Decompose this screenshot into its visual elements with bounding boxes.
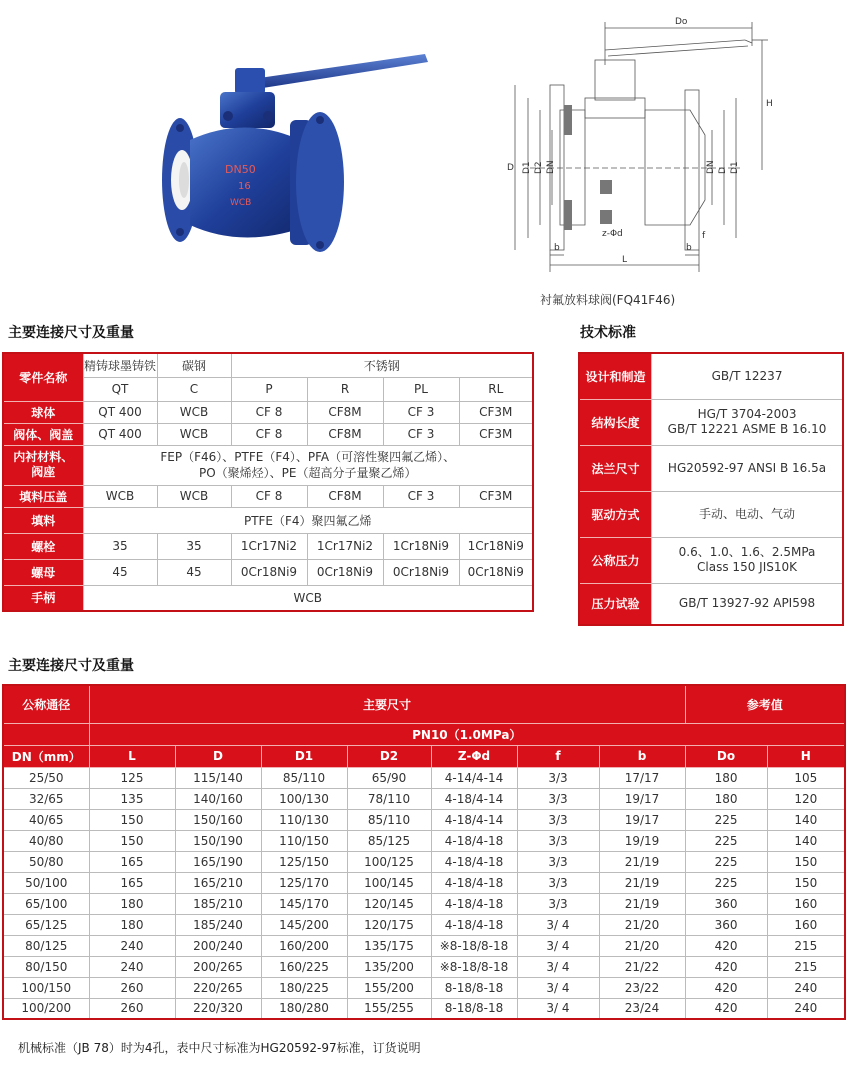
cell: WCB — [83, 585, 533, 611]
tech-row — [579, 399, 843, 445]
table-cell: 40/80 — [3, 830, 89, 851]
row-label: 填料压盖 — [3, 485, 83, 507]
tech-row — [579, 537, 843, 583]
table-cell: 225 — [685, 830, 767, 851]
header-main: 主要尺寸 — [89, 685, 685, 723]
lining-cell — [83, 445, 533, 485]
table-cell: 100/145 — [347, 872, 431, 893]
row-label: 螺栓 — [3, 533, 83, 559]
table-cell: 3/3 — [517, 893, 599, 914]
code-cell: RL — [459, 377, 533, 401]
dim-d1-right: D1 — [730, 161, 740, 174]
table-row — [3, 893, 845, 914]
table-cell: 150/160 — [175, 809, 261, 830]
table-cell: 19/19 — [599, 830, 685, 851]
dim-f: f — [702, 231, 706, 241]
table-cell: 65/125 — [3, 914, 89, 935]
code-cell: P — [231, 377, 307, 401]
cell: CF3M — [459, 485, 533, 507]
dims-title: 主要连接尺寸及重量 — [8, 658, 134, 674]
table-cell: 165/210 — [175, 872, 261, 893]
table-cell: 240 — [89, 956, 175, 977]
parts-table — [2, 352, 534, 612]
column-header-row — [3, 745, 845, 767]
row-label: 球体 — [3, 401, 83, 423]
parts-row-body — [3, 423, 533, 445]
table-cell: 100/125 — [347, 851, 431, 872]
lining-label-1: 内衬材料、 — [13, 450, 74, 464]
footnote: 机械标准（JB 78）时为4孔，表中尺寸标准为HG20592-97标准，订货说明 — [18, 1041, 421, 1055]
table-cell: 180/225 — [261, 977, 347, 998]
lining-line-1: FEP（F46）、PTFE（F4）、PFA（可溶性聚四氟乙烯）、 — [160, 450, 456, 464]
table-cell: 180/280 — [261, 998, 347, 1019]
table-cell: 225 — [685, 872, 767, 893]
header-blank — [3, 723, 89, 745]
table-cell: 150 — [767, 851, 845, 872]
table-cell: 140 — [767, 809, 845, 830]
table-cell: 150/190 — [175, 830, 261, 851]
code-cell: QT — [83, 377, 157, 401]
table-cell: 21/20 — [599, 935, 685, 956]
table-cell: 4-18/4-18 — [431, 914, 517, 935]
cell: 1Cr18Ni9 — [383, 533, 459, 559]
parts-header-label: 零件名称 — [3, 353, 83, 401]
table-cell: 8-18/8-18 — [431, 977, 517, 998]
row-label — [3, 445, 83, 485]
cell: CF 3 — [383, 401, 459, 423]
table-cell: 360 — [685, 893, 767, 914]
cell: 35 — [83, 533, 157, 559]
table-cell: 220/265 — [175, 977, 261, 998]
table-cell: 85/125 — [347, 830, 431, 851]
table-cell: 105 — [767, 767, 845, 788]
table-cell: 3/ 4 — [517, 998, 599, 1019]
table-cell: 78/110 — [347, 788, 431, 809]
row-label: 填料 — [3, 507, 83, 533]
column-header: Z-Φd — [431, 745, 517, 767]
table-cell: ※8-18/8-18 — [431, 935, 517, 956]
table-cell: 3/3 — [517, 809, 599, 830]
table-cell: 155/255 — [347, 998, 431, 1019]
table-row — [3, 830, 845, 851]
table-cell: 4-14/4-14 — [431, 767, 517, 788]
table-cell: 21/20 — [599, 914, 685, 935]
table-cell: 145/170 — [261, 893, 347, 914]
tech-label: 结构长度 — [579, 399, 652, 445]
parts-title: 主要连接尺寸及重量 — [8, 325, 134, 341]
cell: PTFE（F4）聚四氟乙烯 — [83, 507, 533, 533]
table-cell: 160/225 — [261, 956, 347, 977]
table-row — [3, 977, 845, 998]
table-cell: 4-18/4-14 — [431, 809, 517, 830]
code-cell: PL — [383, 377, 459, 401]
cell: CF8M — [307, 485, 383, 507]
body-text-pn: 16 — [238, 181, 251, 192]
table-cell: 4-18/4-18 — [431, 893, 517, 914]
table-cell: 165/190 — [175, 851, 261, 872]
table-cell: 125 — [89, 767, 175, 788]
cell: CF 8 — [231, 423, 307, 445]
table-cell: 21/19 — [599, 893, 685, 914]
table-cell: 125/150 — [261, 851, 347, 872]
column-header: L — [89, 745, 175, 767]
dim-d2-left: D2 — [534, 161, 544, 174]
dim-h: H — [766, 99, 773, 109]
table-cell: 110/130 — [261, 809, 347, 830]
table-cell: 165 — [89, 872, 175, 893]
tech-row — [579, 353, 843, 399]
table-cell: 150 — [767, 872, 845, 893]
lining-label-2: 阀座 — [31, 465, 56, 479]
table-cell: 215 — [767, 956, 845, 977]
valve-section-drawing — [490, 10, 790, 280]
parts-row-ball — [3, 401, 533, 423]
table-cell: 225 — [685, 809, 767, 830]
parts-header-stainless: 不锈钢 — [231, 353, 533, 377]
row-label: 螺母 — [3, 559, 83, 585]
tech-value: HG20592-97 ANSI B 16.5a — [652, 445, 843, 491]
table-cell: 135/200 — [347, 956, 431, 977]
table-cell: 115/140 — [175, 767, 261, 788]
table-cell: 140 — [767, 830, 845, 851]
table-cell: 23/22 — [599, 977, 685, 998]
table-cell: 125/170 — [261, 872, 347, 893]
body-text-mat: WCB — [230, 198, 252, 208]
table-cell: 3/3 — [517, 767, 599, 788]
table-cell: 135 — [89, 788, 175, 809]
code-cell: R — [307, 377, 383, 401]
table-cell: 100/200 — [3, 998, 89, 1019]
tech-row — [579, 491, 843, 537]
table-row — [3, 914, 845, 935]
dim-do: Do — [675, 17, 688, 27]
table-cell: 420 — [685, 998, 767, 1019]
cell: 1Cr18Ni9 — [459, 533, 533, 559]
column-header: DN（mm） — [3, 745, 89, 767]
tech-label: 公称压力 — [579, 537, 652, 583]
table-cell: 420 — [685, 956, 767, 977]
cell: CF 8 — [231, 401, 307, 423]
cell: 1Cr17Ni2 — [231, 533, 307, 559]
cell: CF 3 — [383, 485, 459, 507]
table-cell: 120 — [767, 788, 845, 809]
table-cell: 135/175 — [347, 935, 431, 956]
table-cell: ※8-18/8-18 — [431, 956, 517, 977]
drawing-caption: 衬氟放料球阀(FQ41F46) — [540, 293, 676, 307]
table-cell: 50/80 — [3, 851, 89, 872]
cell: 0Cr18Ni9 — [307, 559, 383, 585]
table-cell: 180 — [685, 788, 767, 809]
table-cell: 140/160 — [175, 788, 261, 809]
cell: CF8M — [307, 401, 383, 423]
table-cell: 17/17 — [599, 767, 685, 788]
table-cell: 185/210 — [175, 893, 261, 914]
table-cell: 80/125 — [3, 935, 89, 956]
table-cell: 85/110 — [347, 809, 431, 830]
column-header: D1 — [261, 745, 347, 767]
table-cell: 180 — [89, 914, 175, 935]
cell: 45 — [83, 559, 157, 585]
table-row — [3, 956, 845, 977]
table-cell: 180 — [89, 893, 175, 914]
table-cell: 110/150 — [261, 830, 347, 851]
dim-b-left: b — [554, 243, 560, 253]
body-text-dn: DN50 — [225, 163, 256, 176]
table-cell: 19/17 — [599, 809, 685, 830]
parts-row-lining — [3, 445, 533, 485]
tech-table — [578, 352, 844, 626]
table-cell: 65/90 — [347, 767, 431, 788]
table-cell: 23/24 — [599, 998, 685, 1019]
table-cell: 200/265 — [175, 956, 261, 977]
row-label: 手柄 — [3, 585, 83, 611]
column-header: Do — [685, 745, 767, 767]
dim-zd: z-Φd — [602, 229, 623, 239]
table-cell: 225 — [685, 851, 767, 872]
table-cell: 3/3 — [517, 830, 599, 851]
dim-b: b — [686, 243, 692, 253]
table-row — [3, 809, 845, 830]
table-cell: 240 — [767, 977, 845, 998]
table-row — [3, 767, 845, 788]
table-cell: 21/19 — [599, 851, 685, 872]
table-cell: 3/ 4 — [517, 956, 599, 977]
tech-label: 法兰尺寸 — [579, 445, 652, 491]
cell: CF3M — [459, 423, 533, 445]
table-row — [3, 872, 845, 893]
tech-label: 设计和制造 — [579, 353, 652, 399]
parts-row-packing — [3, 507, 533, 533]
table-cell: 40/65 — [3, 809, 89, 830]
header-pn: PN10（1.0MPa） — [89, 723, 845, 745]
table-row — [3, 935, 845, 956]
lining-line-2: PO（聚烯烃）、PE（超高分子量聚乙烯） — [199, 466, 417, 480]
cell: CF 8 — [231, 485, 307, 507]
table-cell: 180 — [685, 767, 767, 788]
table-row — [3, 788, 845, 809]
tech-title: 技术标准 — [580, 325, 636, 341]
tech-value: GB/T 12237 — [652, 353, 843, 399]
table-cell: 50/100 — [3, 872, 89, 893]
dimension-table — [2, 684, 846, 1020]
tech-label: 驱动方式 — [579, 491, 652, 537]
column-header: H — [767, 745, 845, 767]
table-cell: 4-18/4-14 — [431, 788, 517, 809]
header-nominal: 公称通径 — [3, 685, 89, 723]
table-cell: 8-18/8-18 — [431, 998, 517, 1019]
table-cell: 120/145 — [347, 893, 431, 914]
table-cell: 32/65 — [3, 788, 89, 809]
table-cell: 215 — [767, 935, 845, 956]
table-cell: 420 — [685, 977, 767, 998]
dim-d-left: D — [507, 163, 514, 173]
cell: 35 — [157, 533, 231, 559]
cell: WCB — [157, 401, 231, 423]
column-header: b — [599, 745, 685, 767]
table-cell: 100/150 — [3, 977, 89, 998]
code-cell: C — [157, 377, 231, 401]
parts-row-nut — [3, 559, 533, 585]
table-cell: 4-18/4-18 — [431, 851, 517, 872]
table-cell: 240 — [767, 998, 845, 1019]
table-row — [3, 851, 845, 872]
cell: CF8M — [307, 423, 383, 445]
table-cell: 150 — [89, 830, 175, 851]
table-cell: 3/3 — [517, 872, 599, 893]
table-cell: 200/240 — [175, 935, 261, 956]
table-cell: 4-18/4-18 — [431, 872, 517, 893]
table-cell: 100/130 — [261, 788, 347, 809]
table-cell: 85/110 — [261, 767, 347, 788]
valve-photo — [150, 40, 440, 265]
parts-row-handle — [3, 585, 533, 611]
table-cell: 160/200 — [261, 935, 347, 956]
tech-value: 手动、电动、气动 — [652, 491, 843, 537]
cell: WCB — [157, 423, 231, 445]
column-header: f — [517, 745, 599, 767]
cell: 1Cr17Ni2 — [307, 533, 383, 559]
table-cell: 360 — [685, 914, 767, 935]
tech-row — [579, 445, 843, 491]
table-cell: 3/3 — [517, 788, 599, 809]
dim-d-right: D — [718, 167, 728, 174]
table-cell: 240 — [89, 935, 175, 956]
table-cell: 3/ 4 — [517, 935, 599, 956]
column-header: D2 — [347, 745, 431, 767]
cell: QT 400 — [83, 423, 157, 445]
header-ref: 参考值 — [685, 685, 845, 723]
dim-d1-left: D1 — [522, 161, 532, 174]
dim-l: L — [622, 255, 628, 265]
table-cell: 3/3 — [517, 851, 599, 872]
tech-value: GB/T 13927-92 API598 — [652, 583, 843, 625]
table-cell: 3/ 4 — [517, 914, 599, 935]
dim-dn-right: DN — [706, 160, 716, 174]
table-cell: 420 — [685, 935, 767, 956]
table-cell: 145/200 — [261, 914, 347, 935]
tech-value: HG/T 3704-2003 GB/T 12221 ASME B 16.10 — [652, 399, 843, 445]
cell: 45 — [157, 559, 231, 585]
cell: QT 400 — [83, 401, 157, 423]
row-label: 阀体、阀盖 — [3, 423, 83, 445]
table-cell: 21/19 — [599, 872, 685, 893]
tech-row — [579, 583, 843, 625]
table-cell: 220/320 — [175, 998, 261, 1019]
table-cell: 4-18/4-18 — [431, 830, 517, 851]
cell: 0Cr18Ni9 — [231, 559, 307, 585]
table-cell: 150 — [89, 809, 175, 830]
table-cell: 80/150 — [3, 956, 89, 977]
parts-header-carbon: 碳钢 — [157, 353, 231, 377]
table-cell: 160 — [767, 914, 845, 935]
table-cell: 185/240 — [175, 914, 261, 935]
tech-value: 0.6、1.0、1.6、2.5MPa Class 150 JIS10K — [652, 537, 843, 583]
tech-label: 压力试验 — [579, 583, 652, 625]
table-cell: 19/17 — [599, 788, 685, 809]
table-cell: 120/175 — [347, 914, 431, 935]
cell: 0Cr18Ni9 — [459, 559, 533, 585]
table-row — [3, 998, 845, 1019]
column-header: D — [175, 745, 261, 767]
parts-header-ductile: 精铸球墨铸铁 — [83, 353, 157, 377]
cell: CF3M — [459, 401, 533, 423]
table-cell: 25/50 — [3, 767, 89, 788]
table-cell: 165 — [89, 851, 175, 872]
dim-dn-left: DN — [546, 160, 556, 174]
parts-row-gland — [3, 485, 533, 507]
table-cell: 3/ 4 — [517, 977, 599, 998]
table-cell: 160 — [767, 893, 845, 914]
table-cell: 65/100 — [3, 893, 89, 914]
table-cell: 260 — [89, 998, 175, 1019]
cell: CF 3 — [383, 423, 459, 445]
cell: WCB — [157, 485, 231, 507]
cell: WCB — [83, 485, 157, 507]
cell: 0Cr18Ni9 — [383, 559, 459, 585]
parts-row-bolt — [3, 533, 533, 559]
table-cell: 260 — [89, 977, 175, 998]
table-cell: 21/22 — [599, 956, 685, 977]
table-cell: 155/200 — [347, 977, 431, 998]
